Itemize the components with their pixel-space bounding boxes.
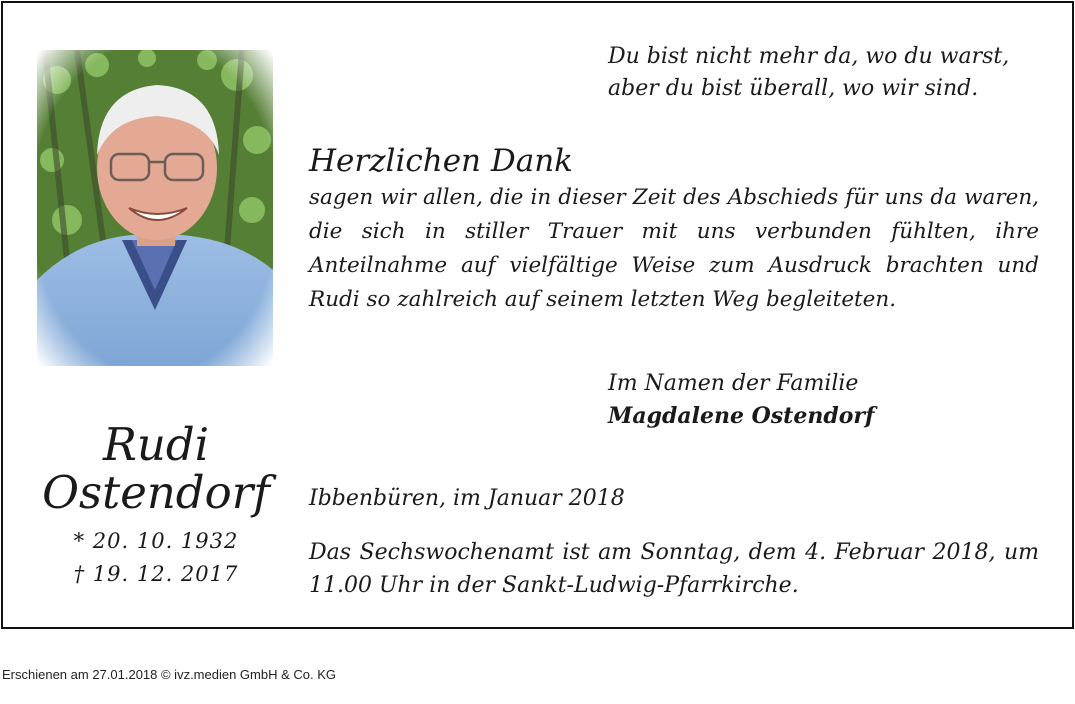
publication-footer: Erschienen am 27.01.2018 © ivz.medien GmbH & Co. KG (2, 667, 337, 682)
memorial-quote (608, 41, 1048, 105)
portrait-photo (37, 50, 273, 366)
family-signature (608, 367, 1048, 433)
deceased-first-name: Rudi (102, 418, 210, 471)
death-date: † 19. 12. 2017 (73, 562, 239, 586)
family-name: Magdalene Ostendorf (608, 403, 875, 429)
family-intro: Im Namen der Familie (608, 371, 859, 396)
quote-line-1: Du bist nicht mehr da, wo du warst, (608, 44, 1010, 69)
thanks-title: Herzlichen Dank (309, 143, 573, 179)
birth-date: * 20. 10. 1932 (73, 529, 239, 553)
obituary-card (1, 1, 1074, 629)
service-notice: Das Sechswochenamt ist am Sonntag, dem 4. Februar 2018, um 11.00 Uhr in der Sankt-Ludwig-Pfarrkirche. (309, 540, 1039, 598)
thanks-text: sagen wir allen, die in dieser Zeit des Abschieds für uns da waren, die sich in stiller Trauer mit uns verbunden fühlten, ihre Anteilnahme auf vielfältige Weise zum Ausdruck brachten und Rudi so zahlreich auf seinem letzten Weg begleiteten. (309, 185, 1039, 312)
deceased-info (33, 418, 279, 591)
thanks-section (309, 141, 1039, 317)
quote-line-2: aber du bist überall, wo wir sind. (608, 76, 979, 101)
place-date: Ibbenbüren, im Januar 2018 (309, 486, 625, 511)
deceased-last-name: Ostendorf (42, 466, 270, 519)
